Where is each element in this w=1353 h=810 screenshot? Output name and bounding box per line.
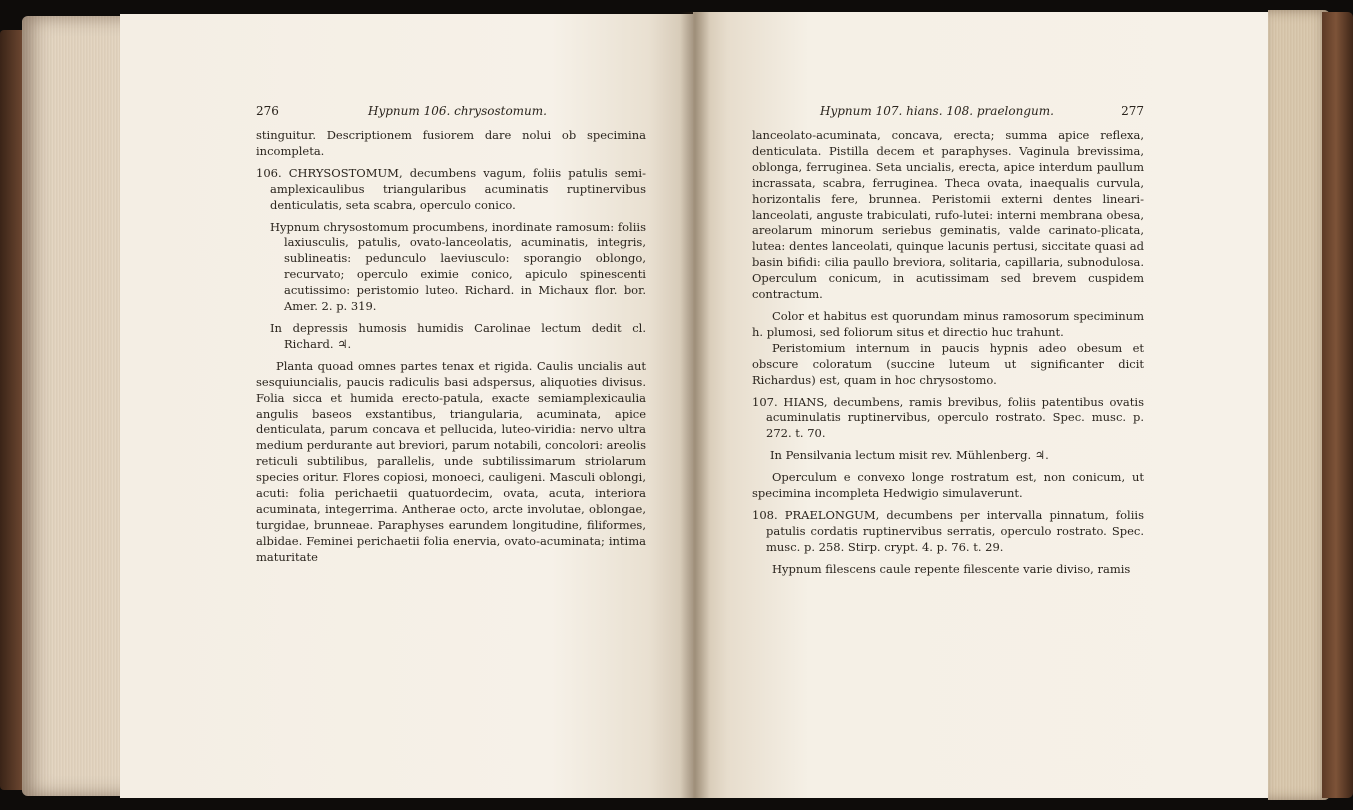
operculum-note: Operculum e convexo longe rostratum est, non conicum, ut specimina incompleta Hedwigio simulaverunt.	[752, 470, 1144, 501]
right-page-edges	[1268, 10, 1330, 800]
description-paragraph: Planta quoad omnes partes tenax et rigida. Caulis uncialis aut sesquiuncialis, paucis radiculis basi adspersus, aliquoties divisus. Folia sicca et humida erecto-patula, exacte semiamplexicaulia angulis baseos exstantibus, triangularia, acuminata, apice denticulata, parum concava et pellucida, luteo-viridia: nervo ultra medium perdurante aut breviori, parum notabili, concolori: areolis reticuli subtilibus, parallelis, unde subtilissimarum striolarum species oritur. Flores copiosi, monoeci, cauligeni. Masculi oblongi, acuti: folia perichaetii quatuordecim, ovata, acuta, interiora acuminata, integerrima. Antherae octo, arcte involutae, oblongae, turgidae, brunneae. Paraphyses earundem longitudine, filiformes, albidae. Feminei perichaetii folia enervia, ovato-acuminata; intima maturitate	[256, 358, 646, 564]
right-cover	[1322, 12, 1353, 798]
species-entry-106: 106. CHRYSOSTOMUM, decumbens vagum, foliis patulis semi-amplexicaulibus triangularibus acuminatis ruptinervibus denticulatis, seta scabra, operculo conico.	[256, 165, 646, 212]
peristome-note: Peristomium internum in paucis hypnis adeo obesum et obscure coloratum (succine luteum ut significanter dicit Richardus) est, quam in hoc chrysostomo.	[752, 340, 1144, 387]
left-page-edges	[22, 16, 132, 796]
book-gutter	[680, 12, 710, 798]
description-continued: lanceolato-acuminata, concava, erecta; summa apice reflexa, denticulata. Pistilla decem et paraphyses. Vaginula brevissima, oblonga, ferruginea. Seta uncialis, erecta, apice interdum paullum incrassata, scabra, ferruginea. Theca ovata, inaequalis curvula, horizontalis fere, brunnea. Peristomii externi dentes lineari-lanceolati, anguste trabiculati, rufo-lutei: interni membrana obesa, areolarum minorum seriebus geminatis, valde carinato-plicata, lutea: dentes lanceolati, quinque lacunis pertusi, siccitate quasi ad basin bifidi: cilia paullo breviora, solitaria, capillaria, subnodulosa. Operculum conicum, in acutissimam sed brevem cuspidem contractum.	[752, 128, 1144, 302]
species-entry-107: 107. HIANS, decumbens, ramis brevibus, foliis patentibus ovatis acuminulatis ruptinervibus, operculo rostrato. Spec. musc. p. 272. t. 70.	[752, 394, 1144, 441]
habitat-note: In depressis humosis humidis Carolinae lectum dedit cl. Richard. ♃.	[270, 320, 646, 351]
left-page-body	[256, 128, 646, 566]
paragraph: stinguitur. Descriptionem fusiorem dare nolui ob specimina incompleta.	[256, 128, 646, 158]
habitat-note: In Pensilvania lectum misit rev. Mühlenberg. ♃.	[770, 448, 1049, 463]
species-entry-108: 108. PRAELONGUM, decumbens per intervalla pinnatum, foliis patulis cordatis ruptinervibus serratis, operculo rostrato. Spec. musc. p. 258. Stirp. crypt. 4. p. 76. t. 29.	[752, 507, 1144, 554]
right-page-body	[752, 128, 1144, 578]
left-page-number: 276	[256, 104, 279, 118]
synonym-quote: Hypnum filescens caule repente filescente varie diviso, ramis	[772, 561, 1131, 576]
habitus-note: Color et habitus est quorundam minus ramosorum speciminum h. plumosi, sed foliorum situs et directio huc trahunt.	[752, 308, 1144, 339]
left-running-head: Hypnum 106. chrysostomum.	[368, 104, 547, 118]
right-running-head: Hypnum 107. hians. 108. praelongum.	[820, 104, 1054, 118]
synonym-quote: Hypnum chrysostomum procumbens, inordinate ramosum: foliis laxiusculis, patulis, ovato-lanceolatis, acuminatis, integris, sublineatis: pedunculo laeviusculo: sporangio oblongo, recurvato; operculo eximie conico, apiculo spinescenti acutissimo: peristomio luteo. Richard. in Michaux flor. bor. Amer. 2. p. 319.	[270, 219, 646, 314]
right-page-number: 277	[1121, 104, 1144, 118]
